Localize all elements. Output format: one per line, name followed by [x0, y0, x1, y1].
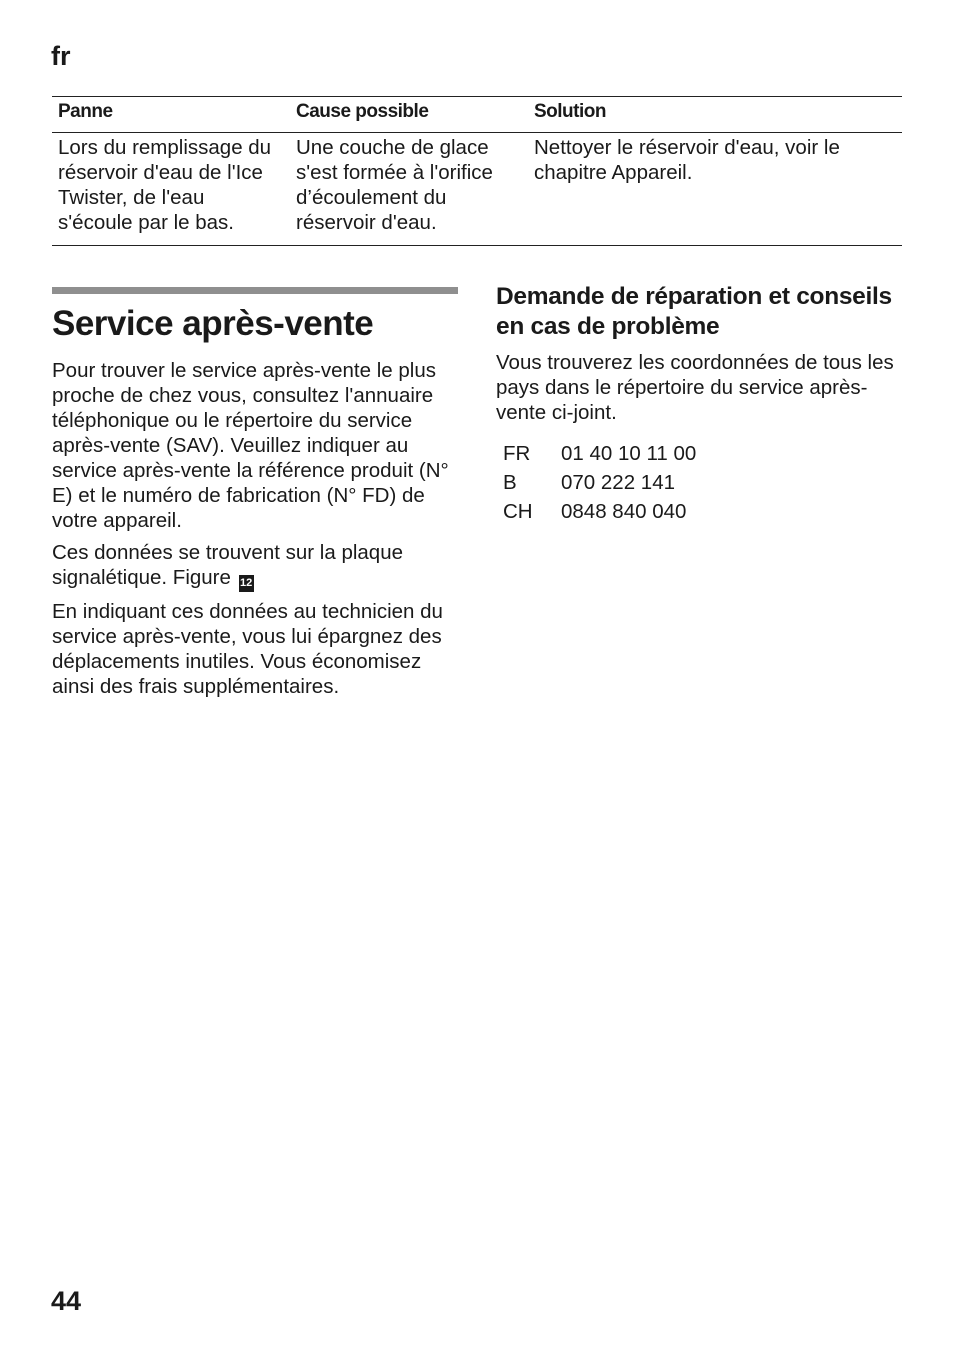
table-row — [52, 133, 902, 246]
service-paragraph-2 — [52, 540, 458, 592]
figure-reference-badge: 12 — [239, 575, 254, 592]
phone-number: 01 40 10 11 00 — [561, 442, 697, 465]
repair-intro: Vous trouverez les coordonnées de tous les pays dans le répertoire du service après-vente ci-joint. — [496, 351, 894, 424]
header-panne: Panne — [52, 97, 290, 133]
service-paragraph-1: Pour trouver le service après-vente le plus proche de chez vous, consultez l'annuaire téléphonique ou le répertoire du service après-vente (SAV). Veuillez indiquer au service après-vente la référence produit (N° E) et le numéro de fabrication (N° FD) de votre appareil. — [52, 359, 449, 532]
cell-cause: Une couche de glace s'est formée à l'orifice d’écoulement du réservoir d'eau. — [290, 133, 528, 246]
cell-solution: Nettoyer le réservoir d'eau, voir le chapitre Appareil. — [528, 133, 902, 246]
section-title-service: Service après-vente — [52, 304, 374, 343]
table-header-row — [52, 97, 902, 133]
country-code: B — [503, 471, 517, 494]
header-cause: Cause possible — [290, 97, 528, 133]
repair-body — [496, 350, 906, 432]
phone-number: 070 222 141 — [561, 471, 676, 494]
list-item — [496, 497, 696, 526]
country-code: FR — [503, 442, 531, 465]
language-code: fr — [51, 41, 71, 71]
service-paragraph-3: En indiquant ces données au technicien du service après-vente, vous lui épargnez des déplacements inutiles. Vous économisez ainsi des frais supplémentaires. — [52, 600, 443, 698]
cell-panne: Lors du remplissage du réservoir d'eau de l'Ice Twister, de l'eau s'écoule par le bas. — [52, 133, 290, 246]
list-item — [496, 468, 696, 497]
section-divider — [52, 287, 458, 294]
header-solution: Solution — [528, 97, 902, 133]
list-item — [496, 439, 696, 468]
phone-list — [496, 439, 696, 526]
page-number: 44 — [51, 1286, 82, 1316]
service-body — [52, 358, 458, 706]
country-code: CH — [503, 500, 533, 523]
section-title-repair: Demande de réparation et conseils en cas de problème — [496, 283, 892, 340]
troubleshooting-table — [52, 96, 902, 246]
service-paragraph-2-text: Ces données se trouvent sur la plaque signalétique. Figure — [52, 541, 404, 589]
phone-number: 0848 840 040 — [561, 500, 687, 523]
